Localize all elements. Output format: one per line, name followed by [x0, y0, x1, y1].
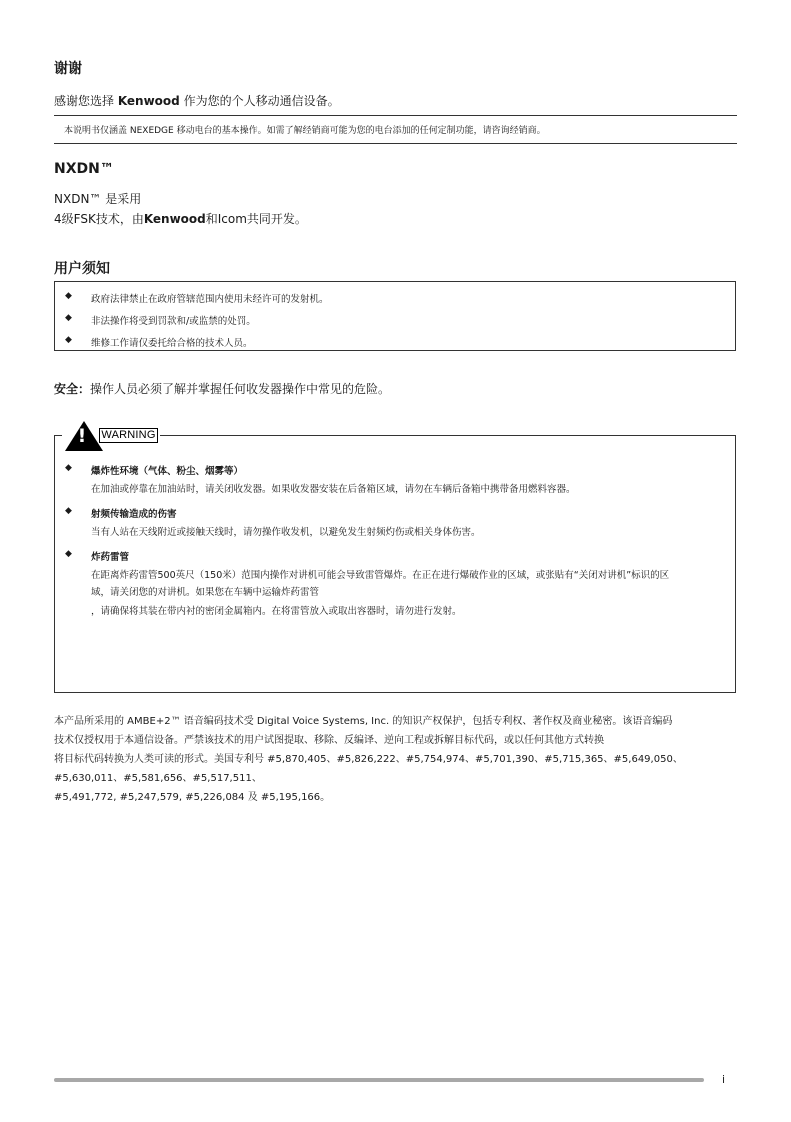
ambe-paragraph [54, 712, 683, 807]
warning-item-text: 当有人站在天线附近或接触天线时，请勿操作收发机，以避免发生射频灼伤或相关身体伤害。 [91, 527, 481, 538]
notice-item: 政府法律禁止在政府管辖范围内使用未经许可的发射机。 [91, 294, 329, 305]
notice-item: 非法操作将受到罚款和/或监禁的处罚。 [91, 316, 256, 327]
bullet-icon: ◆ [65, 506, 72, 516]
warning-item-title: 爆炸性环境（气体、粉尘、烟雾等） [91, 466, 244, 477]
nxdn-line-2: 4级FSK技术，由Kenwood和Icom共同开发。 [54, 212, 307, 226]
bullet-icon: ◆ [65, 463, 72, 473]
warning-item-text: 在加油或停靠在加油站时，请关闭收发器。如果收发器安装在后备箱区域，请勿在车辆后备箱中携带备用燃料容器。 [91, 484, 576, 495]
divider [54, 115, 737, 116]
bullet-icon: ◆ [65, 549, 72, 559]
ambe-line: 本产品所采用的 AMBE+2™ 语音编码技术受 Digital Voice Systems, Inc. 的知识产权保护，包括专利权、著作权及商业秘密。该语音编码 [54, 716, 673, 727]
ambe-line: 将目标代码转换为人类可读的形式。美国专利号 #5,870,405、#5,826,222、#5,754,974、#5,701,390、#5,715,365、#5,649,050、 [54, 754, 683, 765]
thanks-line: 感谢您选择 Kenwood 作为您的个人移动通信设备。 [54, 94, 340, 108]
nxdn-line-1: NXDN™ 是采用 [54, 192, 142, 206]
bullet-icon: ◆ [65, 291, 72, 301]
divider [54, 143, 737, 144]
scope-note: 本说明书仅涵盖 NEXEDGE 移动电台的基本操作。如需了解经销商可能为您的电台添加的任何定制功能，请咨询经销商。 [64, 126, 546, 136]
bullet-icon: ◆ [65, 335, 72, 345]
page-number: i [722, 1073, 726, 1086]
ambe-line: #5,630,011、#5,581,656、#5,517,511、 [54, 773, 262, 784]
bullet-icon: ◆ [65, 313, 72, 323]
ambe-line: #5,491,772, #5,247,579, #5,226,084 及 #5,195,166。 [54, 792, 331, 803]
safety-label: 安全： [54, 382, 91, 396]
footer-bar [54, 1078, 704, 1082]
ambe-line: 技术仅授权用于本通信设备。严禁该技术的用户试图提取、移除、反编译、逆向工程或拆解目标代码，或以任何其他方式转换 [54, 735, 604, 746]
warning-label-text: WARNING [101, 429, 156, 441]
warning-box [54, 435, 736, 693]
notice-box [54, 281, 736, 351]
warning-item-text: 域，请关闭您的对讲机。如果您在车辆中运输炸药雷管 [91, 587, 320, 598]
warning-item-title: 炸药雷管 [91, 552, 130, 563]
warning-item-text: ，请确保将其装在带内衬的密闭金属箱内。在将雷管放入或取出容器时，请勿进行发射。 [91, 606, 462, 617]
warning-item-title: 射频传输造成的伤害 [91, 509, 177, 520]
warning-item-text: 在距离炸药雷管500英尺（150米）范围内操作对讲机可能会导致雷管爆炸。在正在进行爆破作业的区域，或张贴有“关闭对讲机”标识的区 [91, 570, 670, 581]
warning-label [62, 420, 160, 452]
brand-name: Kenwood [143, 212, 206, 226]
thanks-heading: 谢谢 [54, 61, 82, 77]
notice-item: 维修工作请仅委托给合格的技术人员。 [91, 338, 253, 349]
nxdn-heading: NXDN™ [54, 161, 114, 177]
safety-line: 安全：操作人员必须了解并掌握任何收发器操作中常见的危险。 [54, 382, 391, 396]
notice-heading: 用户须知 [54, 261, 110, 277]
brand-name: Kenwood [117, 94, 180, 108]
exclamation-mark: ! [77, 425, 87, 447]
